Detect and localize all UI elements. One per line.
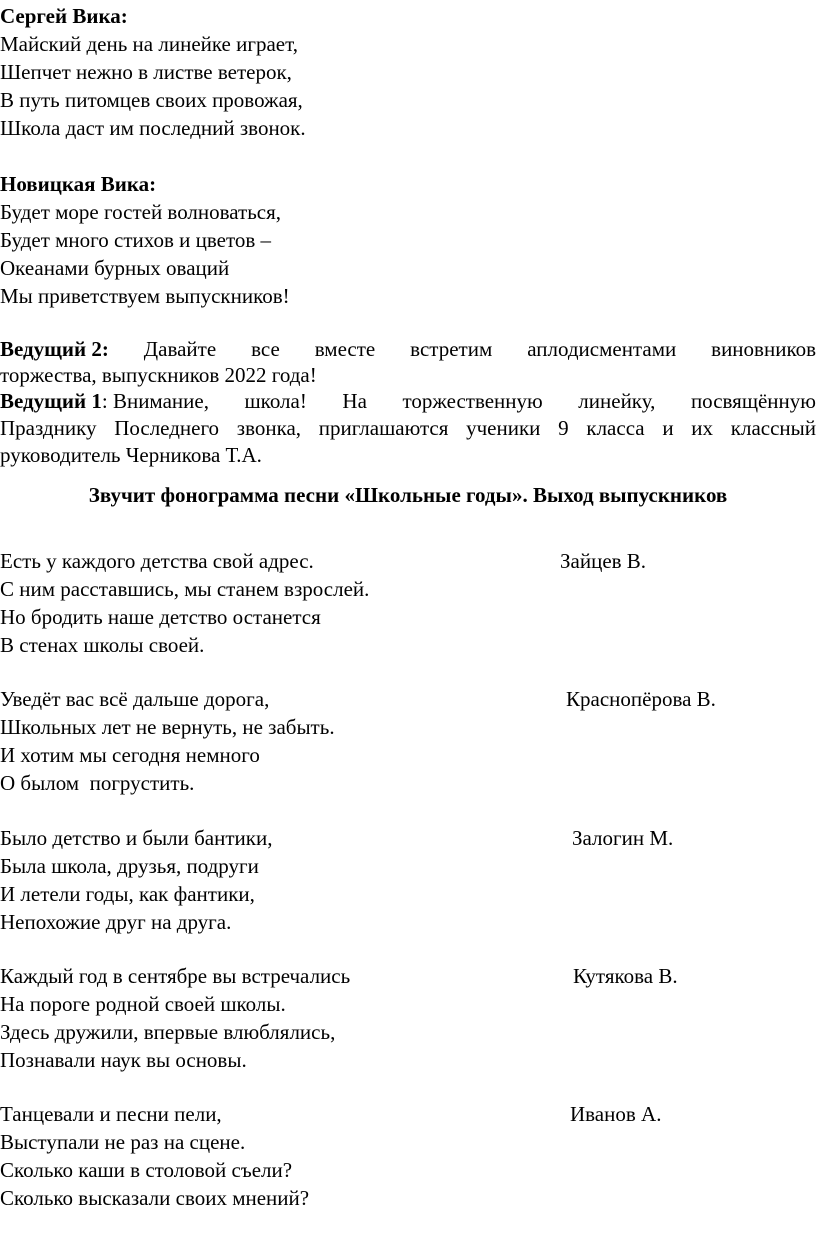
verse-line: В стенах школы своей. <box>0 633 205 657</box>
word: посвящённую <box>690 389 816 413</box>
verse-line: Была школа, друзья, подруги <box>0 854 259 878</box>
word: звонка, <box>236 416 302 440</box>
verse-line: С ним расставшись, мы станем взрослей. <box>0 577 370 601</box>
verse-line: Каждый год в сентябре вы встречались <box>0 964 351 988</box>
host-speaker: Ведущий 2: <box>0 337 109 361</box>
word: школа! <box>244 389 307 413</box>
word: Празднику <box>0 416 97 440</box>
poem-author: Залогин М. <box>572 826 674 850</box>
word: класса <box>586 416 645 440</box>
word: линейку, <box>578 389 656 413</box>
verse-line: Есть у каждого детства свой адрес. <box>0 549 314 573</box>
stage-direction: Звучит фонограмма песни «Школьные годы». Выход выпускников <box>88 483 728 507</box>
word: : Внимание, <box>101 389 209 413</box>
poem-author: Кутякова В. <box>573 964 678 988</box>
word: виновников <box>711 337 816 361</box>
verse-line: В путь питомцев своих провожая, <box>0 88 303 112</box>
word: приглашаются <box>318 416 449 440</box>
verse-line: Непохожие друг на друга. <box>0 910 232 934</box>
verse-line: Будет море гостей волноваться, <box>0 200 282 224</box>
word: Последнего <box>114 416 220 440</box>
word: аплодисментами <box>527 337 677 361</box>
host-line-continued <box>0 414 816 442</box>
verse-line: Океанами бурных оваций <box>0 256 230 280</box>
word: Давайте <box>143 337 217 361</box>
verse-line: И хотим мы сегодня немного <box>0 743 260 767</box>
verse-line: О былом погрустить. <box>0 771 195 795</box>
poem-author: Зайцев В. <box>560 549 647 573</box>
verse-line: И летели годы, как фантики, <box>0 882 255 906</box>
host-line <box>0 387 816 415</box>
verse-line: Школа даст им последний звонок. <box>0 116 306 140</box>
verse-line: Школьных лет не вернуть, не забыть. <box>0 715 335 739</box>
verse-line: Сколько высказали своих мнений? <box>0 1186 310 1210</box>
verse-line: Мы приветствуем выпускников! <box>0 284 290 308</box>
verse-line: Здесь дружили, впервые влюблялись, <box>0 1020 336 1044</box>
verse-line: Танцевали и песни пели, <box>0 1102 222 1126</box>
host-speaker: Ведущий 1 <box>0 389 102 413</box>
verse-line: Будет много стихов и цветов – <box>0 228 272 252</box>
verse-line: Было детство и были бантики, <box>0 826 273 850</box>
verse-line: Уведёт вас всё дальше дорога, <box>0 687 270 711</box>
poem-author: Краснопёрова В. <box>566 687 716 711</box>
word: их <box>691 416 714 440</box>
verse-line: Шепчет нежно в листве ветерок, <box>0 60 292 84</box>
word: встретим <box>410 337 493 361</box>
speaker-name: Сергей Вика: <box>0 4 128 28</box>
verse-line: Но бродить наше детство останется <box>0 605 321 629</box>
word: ученики <box>466 416 541 440</box>
host-line-continued: торжества, выпускников 2022 года! <box>0 363 317 387</box>
word: классный <box>730 416 816 440</box>
word: и <box>662 416 674 440</box>
host-line <box>0 335 816 363</box>
verse-line: На пороге родной своей школы. <box>0 992 286 1016</box>
word: все <box>251 337 280 361</box>
word: 9 <box>558 416 569 440</box>
word: торжественную <box>402 389 543 413</box>
verse-line: Сколько каши в столовой съели? <box>0 1158 293 1182</box>
poem-author: Иванов А. <box>570 1102 662 1126</box>
word: вместе <box>314 337 376 361</box>
verse-line: Майский день на линейке играет, <box>0 32 298 56</box>
verse-line: Познавали наук вы основы. <box>0 1048 247 1072</box>
verse-line: Выступали не раз на сцене. <box>0 1130 246 1154</box>
speaker-name: Новицкая Вика: <box>0 172 157 196</box>
word: На <box>342 389 367 413</box>
host-line-continued: руководитель Черникова Т.А. <box>0 443 262 467</box>
